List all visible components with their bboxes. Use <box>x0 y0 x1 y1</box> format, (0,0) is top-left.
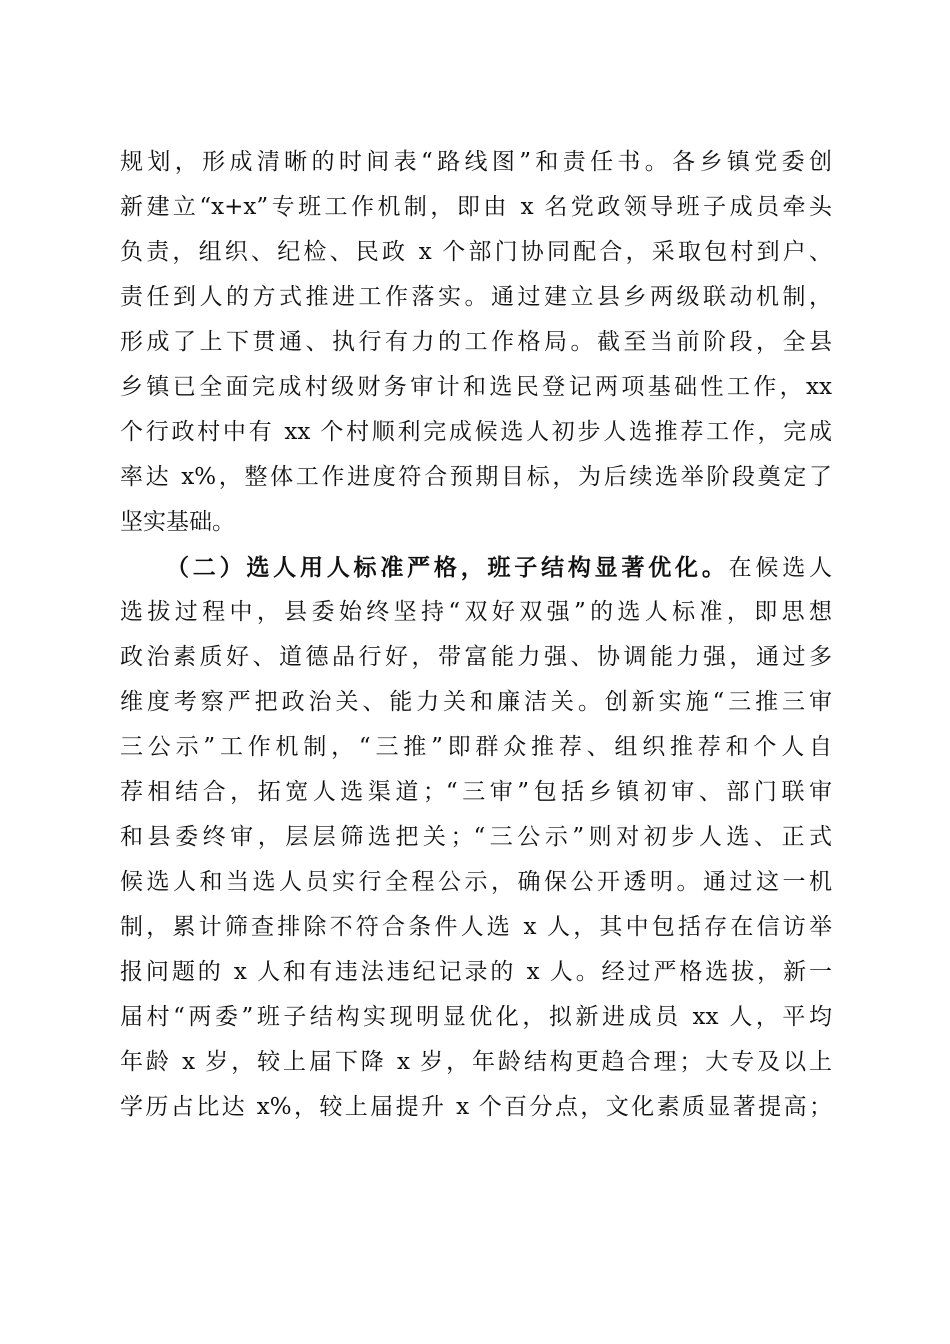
text-line: 新建立“x+x”专班工作机制，即由 x 名党政领导班子成员牵头 <box>120 194 832 220</box>
text-line: 届村“两委”班子结构实现明显优化，拟新进成员 xx 人，平均 <box>120 1004 832 1030</box>
text-line: 责任到人的方式推进工作落实。通过建立县乡两级联动机制， <box>120 284 832 310</box>
text-line: 个行政村中有 xx 个村顺利完成候选人初步人选推荐工作，完成 <box>120 419 832 445</box>
text-line: 三公示”工作机制，“三推”即群众推荐、组织推荐和个人自 <box>120 734 832 760</box>
text-line: 选拔过程中，县委始终坚持“双好双强”的选人标准，即思想 <box>120 599 832 625</box>
document-body <box>120 140 832 1130</box>
heading-continuation: 在候选人 <box>728 555 833 581</box>
text-line: 规划，形成清晰的时间表“路线图”和责任书。各乡镇党委创 <box>120 149 832 175</box>
text-line: 制，累计筛查排除不符合条件人选 x 人，其中包括存在信访举 <box>120 914 832 940</box>
text-line: 政治素质好、道德品行好，带富能力强、协调能力强，通过多 <box>120 644 832 670</box>
text-line: 坚实基础。 <box>120 509 235 535</box>
text-line: 荐相结合，拓宽人选渠道；“三审”包括乡镇初审、部门联审 <box>120 779 832 805</box>
text-line: 率达 x%，整体工作进度符合预期目标，为后续选举阶段奠定了 <box>120 464 832 490</box>
text-line: 年龄 x 岁，较上届下降 x 岁，年龄结构更趋合理；大专及以上 <box>120 1049 832 1075</box>
text-line: 和县委终审，层层筛选把关；“三公示”则对初步人选、正式 <box>120 824 832 850</box>
text-line: 候选人和当选人员实行全程公示，确保公开透明。通过这一机 <box>120 869 832 895</box>
paragraph-progress <box>120 140 832 545</box>
text-line: 报问题的 x 人和有违法违纪记录的 x 人。经过严格选拔，新一 <box>120 959 832 985</box>
text-line: 维度考察严把政治关、能力关和廉洁关。创新实施“三推三审 <box>120 689 832 715</box>
text-line: 学历占比达 x%，较上届提升 x 个百分点，文化素质显著提高； <box>120 1094 832 1120</box>
text-line: 乡镇已全面完成村级财务审计和选民登记两项基础性工作，xx <box>120 374 832 400</box>
paragraph-candidate-selection <box>120 545 832 1130</box>
text-line: 形成了上下贯通、执行有力的工作格局。截至当前阶段，全县 <box>120 329 832 355</box>
text-line: 负责，组织、纪检、民政 x 个部门协同配合，采取包村到户、 <box>120 239 832 265</box>
section-heading: （二）选人用人标准严格，班子结构显著优化。 <box>166 554 729 581</box>
text-line <box>120 545 832 590</box>
